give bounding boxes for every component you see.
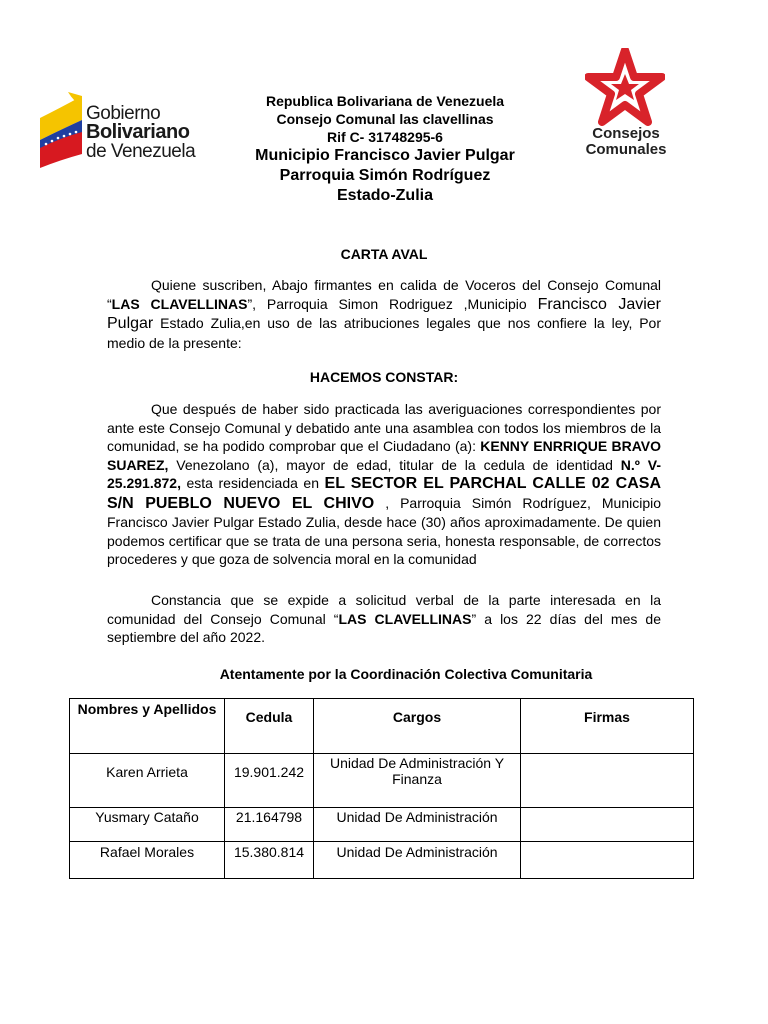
header-cedula: Cedula (225, 699, 314, 754)
body-paragraph (107, 400, 661, 569)
body-text-7: , Parroquia Simón Rodríguez, Municipio Francisco Javier Pulgar Estado Zulia, desde hace (30) años aproximadamente. De quien podemos certificar que se trata de una persona seria, honesta responsable, de correctos procederes y que goza de solvencia moral en la comunidad (107, 494, 662, 567)
closing-text-1: Constancia que se expide a solicitud verbal de la parte interesada en la comunidad del Consejo Comunal “ (107, 592, 661, 627)
gobierno-bolivariano-logo (38, 88, 198, 168)
row1-cedula: 19.901.242 (225, 754, 314, 808)
logo-right-line1: Consejos (592, 125, 660, 142)
table-header-row (70, 699, 694, 754)
table-row (70, 754, 694, 808)
signatures-table (69, 698, 694, 879)
header-nombres: Nombres y Apellidos (70, 699, 225, 754)
row3-firma[interactable] (521, 842, 694, 879)
closing-paragraph (107, 591, 661, 647)
logo-left-line3: de Venezuela (86, 141, 196, 162)
table-row (70, 842, 694, 879)
red-star-icon (585, 48, 665, 126)
intro-paragraph (107, 276, 661, 352)
logo-right-line2: Comunales (585, 141, 667, 158)
row1-nombre: Karen Arrieta (70, 754, 225, 808)
row2-nombre: Yusmary Cataño (70, 808, 225, 842)
cedula-number: N.º V-25.291.872, (107, 456, 661, 491)
intro-consejo-name: LAS CLAVELLINAS (111, 295, 248, 312)
row2-cargo: Unidad De Administración (314, 808, 521, 842)
header-line5: Parroquia Simón Rodríguez (279, 167, 491, 184)
table-row (70, 808, 694, 842)
consejos-comunales-logo (575, 48, 680, 168)
header-line3: Rif C- 31748295-6 (327, 129, 443, 145)
body-text-1: Que después de haber sido practicada las averiguaciones correspondientes por ante este Consejo Comunal y debatido ante una asamblea con todos los miembros de la comunidad, se ha podido comprobar que el Ciudadano (a): (107, 401, 661, 454)
venezuela-flag-icon (38, 92, 86, 168)
row2-firma[interactable] (521, 808, 694, 842)
address: EL SECTOR EL PARCHAL CALLE 02 CASA S/N PUEBLO NUEVO EL CHIVO (107, 475, 661, 512)
body-text-3: Venezolano (a), mayor de edad, titular de la cedula de identidad (168, 456, 621, 473)
closing-consejo-name: LAS CLAVELLINAS (338, 610, 472, 627)
row1-cargo: Unidad De Administración Y Finanza (314, 754, 521, 808)
intro-text-3: ”, Parroquia Simon Rodriguez ,Municipio (247, 295, 538, 312)
row3-cedula: 15.380.814 (225, 842, 314, 879)
row3-nombre: Rafael Morales (70, 842, 225, 879)
header-firmas: Firmas (521, 699, 694, 754)
body-text-5: esta residenciada en (180, 475, 325, 491)
header-line1: Republica Bolivariana de Venezuela (265, 93, 505, 109)
closing-text-3: ” a los 22 días del mes de septiembre del año 2022. (107, 610, 661, 645)
row1-firma[interactable] (521, 754, 694, 808)
header-line4: Municipio Francisco Javier Pulgar (255, 147, 515, 164)
logo-left-line2: Bolivariano (86, 121, 190, 143)
intro-text-1: Quiene suscriben, Abajo firmantes en calida de Voceros del Consejo Comunal “ (107, 277, 661, 312)
citizen-name: KENNY ENRRIQUE BRAVO SUAREZ, (107, 438, 661, 473)
header-cargos: Cargos (314, 699, 521, 754)
header-line6: Estado-Zulia (336, 187, 433, 204)
intro-text-5: Estado Zulia,en uso de las atribuciones legales que nos confiere la ley, Por medio de la presente: (107, 315, 661, 351)
intro-municipio: Francisco Javier Pulgar (107, 295, 662, 332)
hacemos-constar-title: HACEMOS CONSTAR: (309, 369, 459, 385)
atentamente-heading: Atentamente por la Coordinación Colectiva Comunitaria (219, 666, 593, 682)
row3-cargo: Unidad De Administración (314, 842, 521, 879)
row2-cedula: 21.164798 (225, 808, 314, 842)
header-line2: Consejo Comunal las clavellinas (276, 111, 494, 127)
carta-aval-title: CARTA AVAL (340, 246, 428, 262)
logo-left-line1: Gobierno (86, 103, 161, 124)
document-header (240, 92, 530, 206)
